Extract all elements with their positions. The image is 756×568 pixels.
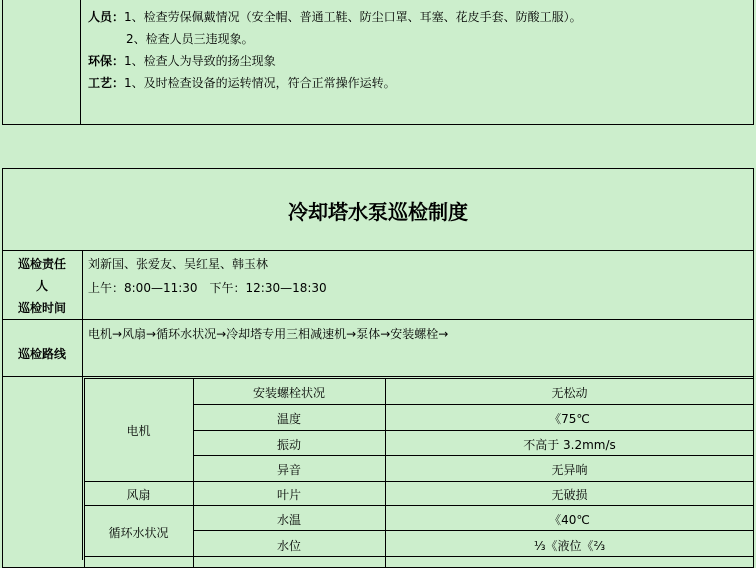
responsible-names: 刘新国、张爱友、吴红星、韩玉林 xyxy=(88,257,269,271)
item-cell: 叶片 xyxy=(276,488,301,502)
standard-cell: 《75℃ xyxy=(549,412,590,426)
standard-cell: 无破损 xyxy=(551,488,588,502)
item-cell: 异音 xyxy=(276,463,301,477)
env-row xyxy=(88,52,276,69)
responsible-bottom-border xyxy=(2,319,754,320)
route-bottom-border xyxy=(2,376,754,377)
standard-cell: 《40℃ xyxy=(549,513,590,527)
standard-cell: 无松动 xyxy=(551,386,588,400)
row-divider xyxy=(84,481,754,482)
group-fan: 风扇 xyxy=(126,488,151,502)
group-circulating-water: 循环水状况 xyxy=(108,526,169,540)
personnel-label: 人员： xyxy=(88,10,125,24)
responsible-label-2: 人 xyxy=(35,279,48,293)
personnel-line-1: 1、检查劳保佩戴情况（安全帽、普通工鞋、防尘口罩、耳塞、花皮手套、防酸工服）。 xyxy=(124,10,582,24)
item-cell: 水温 xyxy=(276,513,301,527)
item-cell: 振动 xyxy=(276,438,301,452)
inspection-time: 上午：8:00—11:30 下午：12:30—18:30 xyxy=(88,281,327,295)
item-cell: 安装螺栓状况 xyxy=(252,386,325,400)
row-divider xyxy=(84,556,754,557)
inner-table-top-border xyxy=(84,378,754,379)
process-line-1: 1、及时检查设备的运转情况，符合正常操作运转。 xyxy=(124,76,396,90)
row-divider xyxy=(193,404,754,405)
route-label: 巡检路线 xyxy=(17,347,66,361)
row-divider xyxy=(193,455,754,456)
page-title: 冷却塔水泵巡检制度 xyxy=(288,200,468,224)
env-label: 环保： xyxy=(88,54,125,68)
time-label: 巡检时间 xyxy=(17,301,66,315)
top-block-divider xyxy=(80,0,81,125)
responsible-label-1: 巡检责任 xyxy=(17,257,66,271)
standard-cell: 无异响 xyxy=(551,463,588,477)
personnel-row-2 xyxy=(126,30,254,47)
env-line-1: 1、检查人为导致的扬尘现象 xyxy=(124,54,276,68)
standard-cell: 不高于 3.2mm/s xyxy=(523,438,616,452)
personnel-line-2: 2、检查人员三违现象。 xyxy=(126,32,254,46)
group-motor: 电机 xyxy=(126,424,151,438)
personnel-row-1 xyxy=(88,8,582,25)
row-divider xyxy=(193,530,754,531)
row-divider xyxy=(193,430,754,431)
label-column-divider xyxy=(82,250,83,560)
main-table-frame xyxy=(2,168,754,568)
process-label: 工艺： xyxy=(88,76,125,90)
row-divider xyxy=(84,505,754,506)
process-row xyxy=(88,74,396,91)
title-bottom-border xyxy=(2,250,754,251)
standard-cell: ⅓《液位《⅔ xyxy=(533,539,606,553)
item-cell: 水位 xyxy=(276,539,301,553)
item-cell: 温度 xyxy=(276,412,301,426)
route-value: 电机→风扇→循环水状况→冷却塔专用三相减速机→泵体→安装螺栓→ xyxy=(88,327,449,341)
